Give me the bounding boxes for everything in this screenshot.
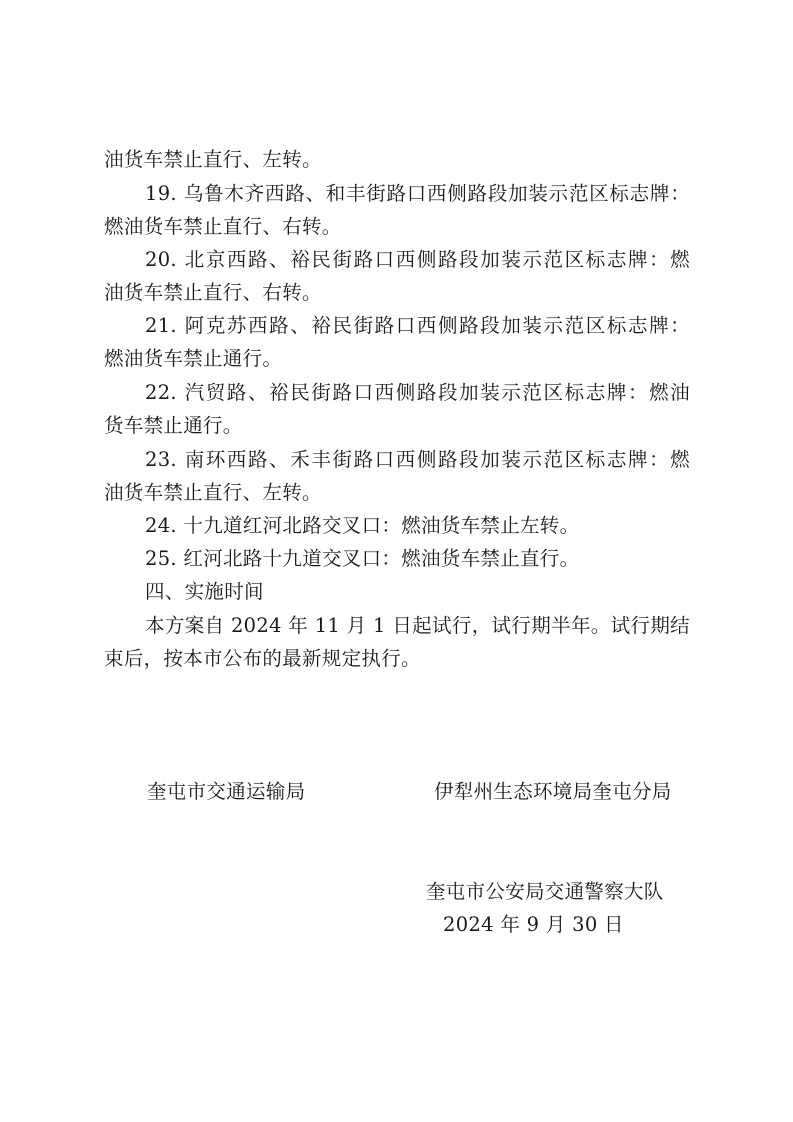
body-line: 束后，按本市公布的最新规定执行。 bbox=[104, 647, 421, 670]
body-line: 油货车禁止直行、左转。 bbox=[104, 481, 322, 504]
signature-right-org: 伊犁州生态环境局奎屯分局 bbox=[434, 780, 672, 803]
body-line: 21. 阿克苏西路、裕民街路口西侧路段加装示范区标志牌： bbox=[145, 314, 690, 337]
body-line: 22. 汽贸路、裕民街路口西侧路段加装示范区标志牌：燃油 bbox=[145, 381, 690, 404]
body-line: 燃油货车禁止直行、右转。 bbox=[104, 215, 342, 238]
body-line: 货车禁止通行。 bbox=[104, 414, 243, 437]
body-line: 23. 南环西路、禾丰街路口西侧路段加装示范区标志牌：燃 bbox=[145, 448, 690, 471]
body-line: 19. 乌鲁木齐西路、和丰街路口西侧路段加装示范区标志牌： bbox=[145, 182, 690, 205]
body-line: 25. 红河北路十九道交叉口：燃油货车禁止直行。 bbox=[145, 547, 580, 570]
body-line: 24. 十九道红河北路交叉口：燃油货车禁止左转。 bbox=[145, 514, 580, 537]
signature-date: 2024 年 9 月 30 日 bbox=[443, 913, 624, 936]
signature-left-org: 奎屯市交通运输局 bbox=[147, 780, 306, 803]
section-heading: 四、实施时间 bbox=[145, 580, 264, 603]
body-line: 20. 北京西路、裕民街路口西侧路段加装示范区标志牌：燃 bbox=[145, 248, 690, 271]
body-line: 燃油货车禁止通行。 bbox=[104, 347, 283, 370]
body-line: 油货车禁止直行、右转。 bbox=[104, 281, 322, 304]
body-line: 本方案自 2024 年 11 月 1 日起试行，试行期半年。试行期结 bbox=[145, 614, 690, 637]
body-line: 油货车禁止直行、左转。 bbox=[104, 148, 322, 171]
signature-police-org: 奎屯市公安局交通警察大队 bbox=[426, 880, 664, 903]
